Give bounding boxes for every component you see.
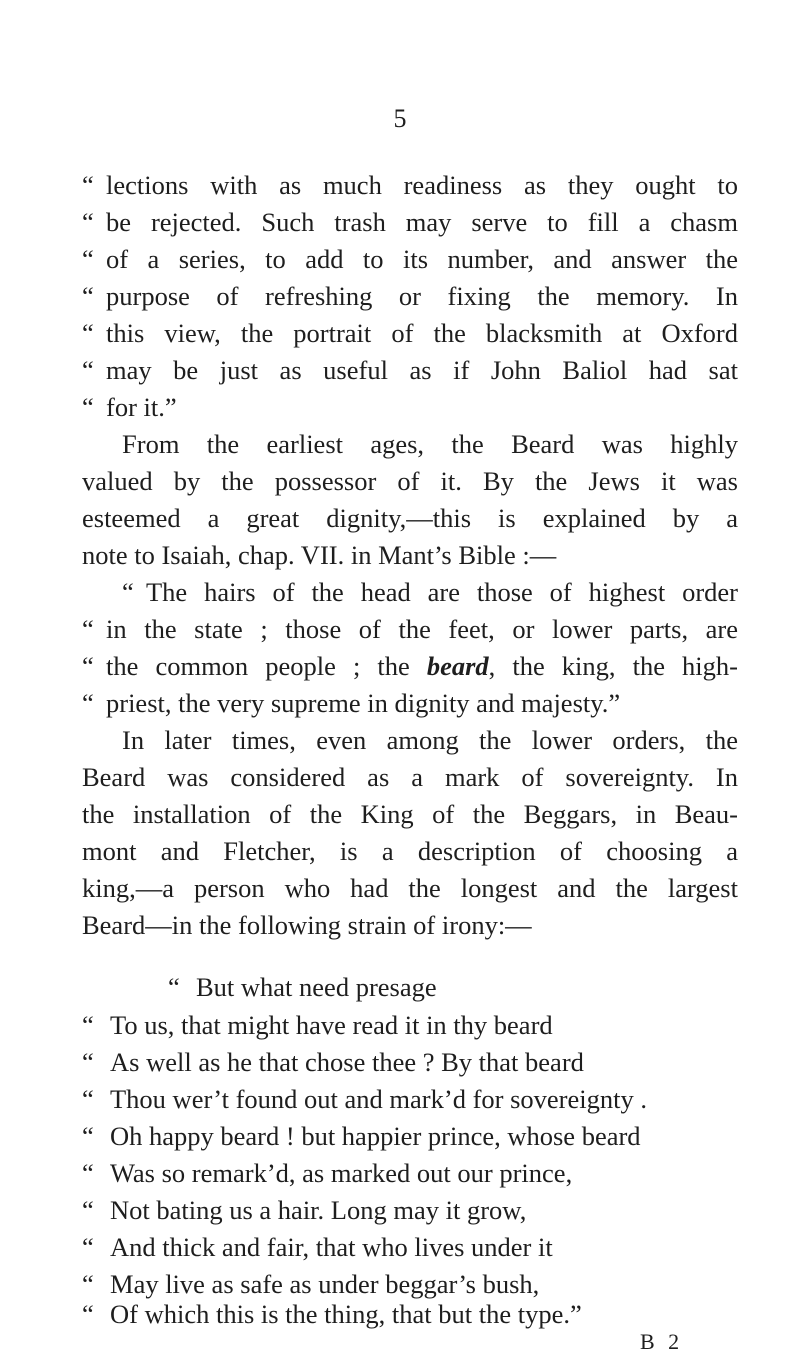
- line-text: the common people ; the beard, the king, the high-: [106, 651, 738, 681]
- line-text: this view, the portrait of the blacksmith at Oxford: [106, 318, 738, 348]
- line-text: be rejected. Such trash may serve to fill a chasm: [106, 207, 738, 237]
- quote-mark: “: [82, 1195, 94, 1225]
- quote-mark: “: [82, 355, 94, 385]
- quote-mark: “: [82, 1010, 94, 1040]
- quote-mark: “: [82, 281, 94, 311]
- text-line: the installation of the King of the Beggars, in Beau-: [82, 799, 738, 829]
- quote-mark: “: [82, 1269, 94, 1299]
- text-line: mont and Fletcher, is a description of choosing a: [82, 836, 738, 866]
- verse-text: Not bating us a hair. Long may it grow,: [110, 1195, 527, 1225]
- verse-text: And thick and fair, that who lives under it: [110, 1232, 553, 1262]
- quote-mark: “: [82, 244, 94, 274]
- text-line: king,—a person who had the longest and the largest: [82, 873, 738, 903]
- quote-mark: “: [82, 207, 94, 237]
- line-text: of a series, to add to its number, and answer the: [106, 244, 738, 274]
- verse-text: Oh happy beard ! but happier prince, whose beard: [110, 1121, 641, 1151]
- quote-mark: “: [122, 577, 134, 607]
- verse-text: As well as he that chose thee ? By that beard: [110, 1047, 584, 1077]
- text-line: In later times, even among the lower orders, the: [122, 725, 738, 755]
- quote-mark: “: [82, 651, 94, 681]
- line-text: purpose of refreshing or fixing the memory. In: [106, 281, 738, 311]
- line-text: in the state ; those of the feet, or lower parts, are: [106, 614, 738, 644]
- quote-mark: “: [82, 392, 94, 422]
- quote-mark: “: [82, 318, 94, 348]
- quote-mark: “: [82, 1158, 94, 1188]
- verse-text: Was so remark’d, as marked out our prince,: [110, 1158, 573, 1188]
- line-text: may be just as useful as if John Baliol had sat: [106, 355, 738, 385]
- quote-mark: “: [82, 1299, 94, 1329]
- line-text: lections with as much readiness as they ought to: [106, 170, 738, 200]
- quote-mark: “: [82, 1121, 94, 1151]
- line-text: for it.”: [106, 392, 177, 422]
- quote-mark: “: [82, 614, 94, 644]
- text-line: valued by the possessor of it. By the Jews it was: [82, 466, 738, 496]
- text-line: Beard—in the following strain of irony:—: [82, 910, 532, 940]
- text-line: From the earliest ages, the Beard was highly: [122, 429, 738, 459]
- verse-text: May live as safe as under beggar’s bush,: [110, 1269, 540, 1299]
- italic-word-beard: beard: [426, 651, 489, 681]
- text-line: note to Isaiah, chap. VII. in Mant’s Bible :—: [82, 540, 557, 570]
- quote-mark: “: [82, 1084, 94, 1114]
- quote-mark: “: [168, 972, 180, 1002]
- verse-text: To us, that might have read it in thy beard: [110, 1010, 553, 1040]
- verse-text: Of which this is the thing, that but the type.”: [110, 1299, 582, 1329]
- verse-text: But what need presage: [196, 972, 437, 1002]
- text-line: esteemed a great dignity,—this is explained by a: [82, 503, 738, 533]
- text-line: Beard was considered as a mark of sovereignty. In: [82, 762, 738, 792]
- quote-mark: “: [82, 1047, 94, 1077]
- line-text: The hairs of the head are those of highest order: [146, 577, 738, 607]
- page-number: 5: [393, 104, 407, 133]
- quote-mark: “: [82, 688, 94, 718]
- verse-text: Thou wer’t found out and mark’d for sovereignty .: [110, 1084, 647, 1114]
- signature-mark: B 2: [640, 1329, 684, 1354]
- quote-mark: “: [82, 1232, 94, 1262]
- quote-mark: “: [82, 170, 94, 200]
- line-text: priest, the very supreme in dignity and majesty.”: [106, 688, 621, 718]
